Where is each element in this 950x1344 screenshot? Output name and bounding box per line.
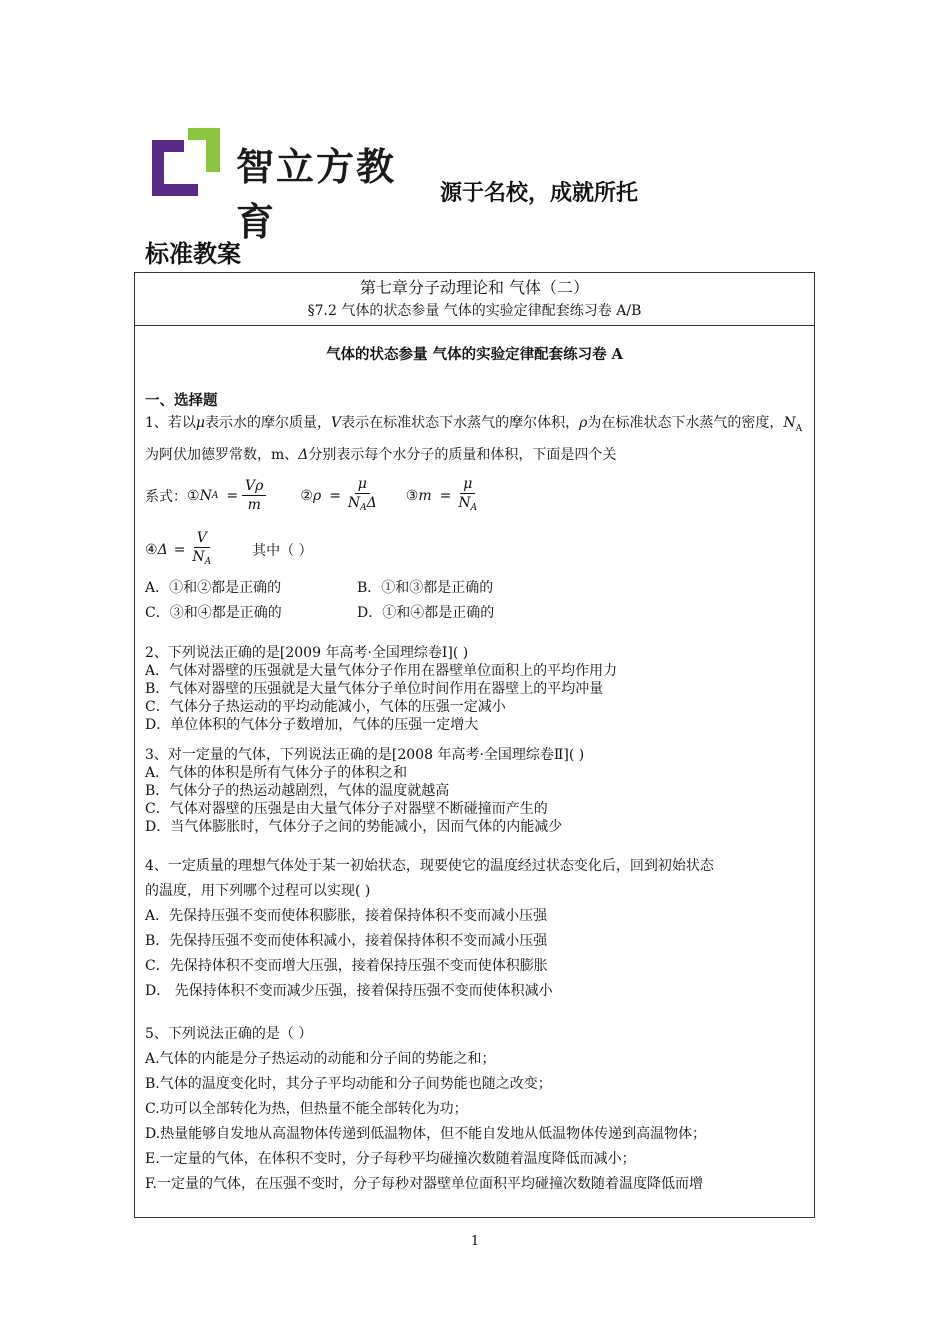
symbol-mu: μ	[195, 415, 206, 431]
q4-stem-line-2: 的温度，用下列哪个过程可以实现( )	[145, 882, 371, 899]
q1-option-row	[145, 576, 804, 601]
formula-lead: 系式：	[145, 488, 187, 505]
symbol-na: N	[783, 415, 796, 431]
q3-option-a: A．气体的体积是所有气体分子的体积之和	[145, 764, 408, 781]
q1-text: 表示水的摩尔质量，	[205, 415, 332, 431]
formula-4-den-sub: A	[204, 556, 212, 567]
q5-stem: 5、下列说法正确的是（ ）	[145, 1025, 313, 1042]
spacer	[145, 1004, 804, 1022]
q3-option-d: D．当气体膨胀时，气体分子之间的势能减小，因而气体的内能减少	[145, 818, 563, 835]
q3-option-b: B．气体分子的热运动越剧烈，气体的温度就越高	[145, 782, 450, 799]
formula-row-1	[145, 470, 804, 522]
slogan: 源于名校，成就所托	[440, 181, 639, 206]
q2-stem: 2、下列说法正确的是[2009 年高考·全国理综卷Ⅰ]( )	[145, 644, 469, 661]
formula-2-fraction	[345, 475, 380, 517]
q4-option-b: B．先保持压强不变而使体积减小，接着保持体积不变而减小压强	[145, 932, 548, 949]
formula-4-lhs: Δ	[157, 541, 168, 558]
equals-sign: =	[329, 487, 341, 504]
q4-option-a: A．先保持压强不变而使体积膨胀，接着保持体积不变而减小压强	[145, 907, 548, 924]
spacer	[145, 836, 804, 854]
q1-text: 为在标准状态下水蒸气的密度，	[587, 415, 784, 431]
q1-option-c: C．③和④都是正确的	[145, 604, 282, 621]
symbol-v: V	[331, 415, 342, 431]
formula-row-2	[145, 524, 804, 576]
q2-option-b: B．气体对器壁的压强就是大量气体分子单位时间作用在器壁上的平均冲量	[145, 680, 604, 697]
equals-sign: =	[226, 487, 239, 504]
formula-1-denominator: m	[247, 497, 261, 514]
spacer	[145, 734, 804, 746]
formula-3-den-n: N	[458, 494, 471, 511]
formula-1-lhs: N	[199, 487, 212, 504]
part-title: 一、选择题	[145, 392, 218, 409]
q1-option-d: D．①和④都是正确的	[357, 604, 495, 621]
q4-option-c: C．先保持体积不变而增大压强，接着保持压强不变而使体积膨胀	[145, 957, 548, 974]
q2-option-c: C．气体分子热运动的平均动能减小，气体的压强一定减小	[145, 698, 506, 715]
q4-stem-line-1: 4、一定质量的理想气体处于某一初始状态，现要使它的温度经过状态变化后，回到初始状态	[145, 857, 714, 874]
table-header-cell	[135, 273, 814, 326]
formula-2-den-delta: Δ	[366, 494, 377, 511]
formula-1-lhs-sub: A	[211, 490, 219, 501]
formula-3-numerator: μ	[460, 475, 475, 494]
formula-3-den-sub: A	[470, 502, 478, 513]
formula-3-lhs: m	[418, 487, 432, 504]
question-1	[145, 410, 804, 468]
q2-option-d: D．单位体积的气体分子数增加，气体的压强一定增大	[145, 716, 479, 733]
logo-text: 智立方教育	[236, 145, 397, 244]
formula-3-denominator	[455, 494, 480, 517]
q1-text: 分别表示每个水分子的质量和体积，下面是四个关	[308, 446, 617, 463]
q5-option-e: E.一定量的气体，在体积不变时，分子每秒平均碰撞次数随着温度降低而减小；	[145, 1150, 636, 1167]
q5-option-d: D.热量能够自发地从高温物体传递到低温物体，但不能自发地从低温物体传递到高温物体；	[145, 1125, 707, 1142]
brand-logo	[148, 126, 408, 244]
formula-2-label: ②	[300, 487, 313, 504]
q5-option-a: A.气体的内能是分子热运动的动能和分子间的势能之和；	[145, 1050, 496, 1067]
chapter-title: 第七章分子动理论和 气体（二）	[359, 278, 590, 297]
question-2	[145, 644, 804, 734]
document-label: 标准教案	[145, 240, 241, 268]
symbol-rho: ρ	[579, 415, 588, 431]
formula-4-label: ④	[145, 541, 158, 558]
section-title: §7.2 气体的状态参量 气体的实验定律配套练习卷 A/B	[307, 303, 642, 319]
q4-option-d: D． 先保持体积不变而减少压强，接着保持压强不变而使体积减小	[145, 982, 553, 999]
q1-option-a: A．①和②都是正确的	[145, 579, 282, 596]
q1-text: 为阿伏加德罗常数，m、	[145, 446, 299, 463]
q1-text: 表示在标准状态下水蒸气的摩尔体积，	[341, 415, 580, 431]
quiz-title: 气体的状态参量 气体的实验定律配套练习卷 A	[326, 346, 623, 363]
q1-option-b: B．①和③都是正确的	[357, 579, 494, 596]
formula-4-denominator	[189, 548, 214, 571]
formula-2-den-n: N	[347, 494, 361, 511]
symbol-na-sub: A	[795, 423, 803, 434]
page-number: 1	[470, 1234, 480, 1249]
symbol-delta: Δ	[298, 446, 309, 463]
q5-option-c: C.功可以全部转化为热，但热量不能全部转化为功；	[145, 1100, 468, 1117]
question-3	[145, 746, 804, 836]
q5-option-f: F.一定量的气体，在压强不变时，分子每秒对器壁单位面积平均碰撞次数随着温度降低而增	[145, 1175, 703, 1192]
q1-option-row	[145, 601, 804, 626]
formula-3-label: ③	[405, 487, 419, 504]
formula-1-fraction	[242, 477, 266, 514]
question-4	[145, 854, 804, 1004]
formula-3-fraction	[455, 475, 480, 517]
formula-2-numerator: μ	[355, 475, 370, 494]
formula-2-den-sub: A	[360, 502, 367, 513]
q1-which-prompt: 其中（ ）	[252, 542, 313, 559]
lesson-table	[134, 272, 815, 1218]
formula-4-numerator: V	[194, 529, 210, 548]
formula-2-denominator	[345, 494, 380, 517]
formula-4-den-n: N	[192, 548, 205, 565]
exercise-body	[135, 343, 814, 1197]
formula-4-fraction	[189, 529, 214, 571]
spacer	[145, 626, 804, 644]
q5-option-b: B.气体的温度变化时，其分子平均动能和分子间势能也随之改变；	[145, 1075, 552, 1092]
formula-1-label: ①	[187, 487, 200, 504]
formula-2-lhs: ρ	[312, 487, 322, 504]
q2-option-a: A．气体对器壁的压强就是大量气体分子作用在器壁单位面积上的平均作用力	[145, 662, 618, 679]
question-5	[145, 1022, 804, 1197]
equals-sign: =	[173, 541, 186, 558]
q3-option-c: C．气体对器壁的压强是由大量气体分子对器壁不断碰撞而产生的	[145, 800, 548, 817]
equals-sign: =	[439, 487, 452, 504]
logo-mark-icon	[148, 126, 224, 198]
q3-stem: 3、对一定量的气体，下列说法正确的是[2008 年高考·全国理综卷Ⅱ]( )	[145, 746, 585, 763]
q1-text: 1、若以	[145, 415, 196, 431]
formula-1-numerator: Vρ	[242, 477, 266, 496]
